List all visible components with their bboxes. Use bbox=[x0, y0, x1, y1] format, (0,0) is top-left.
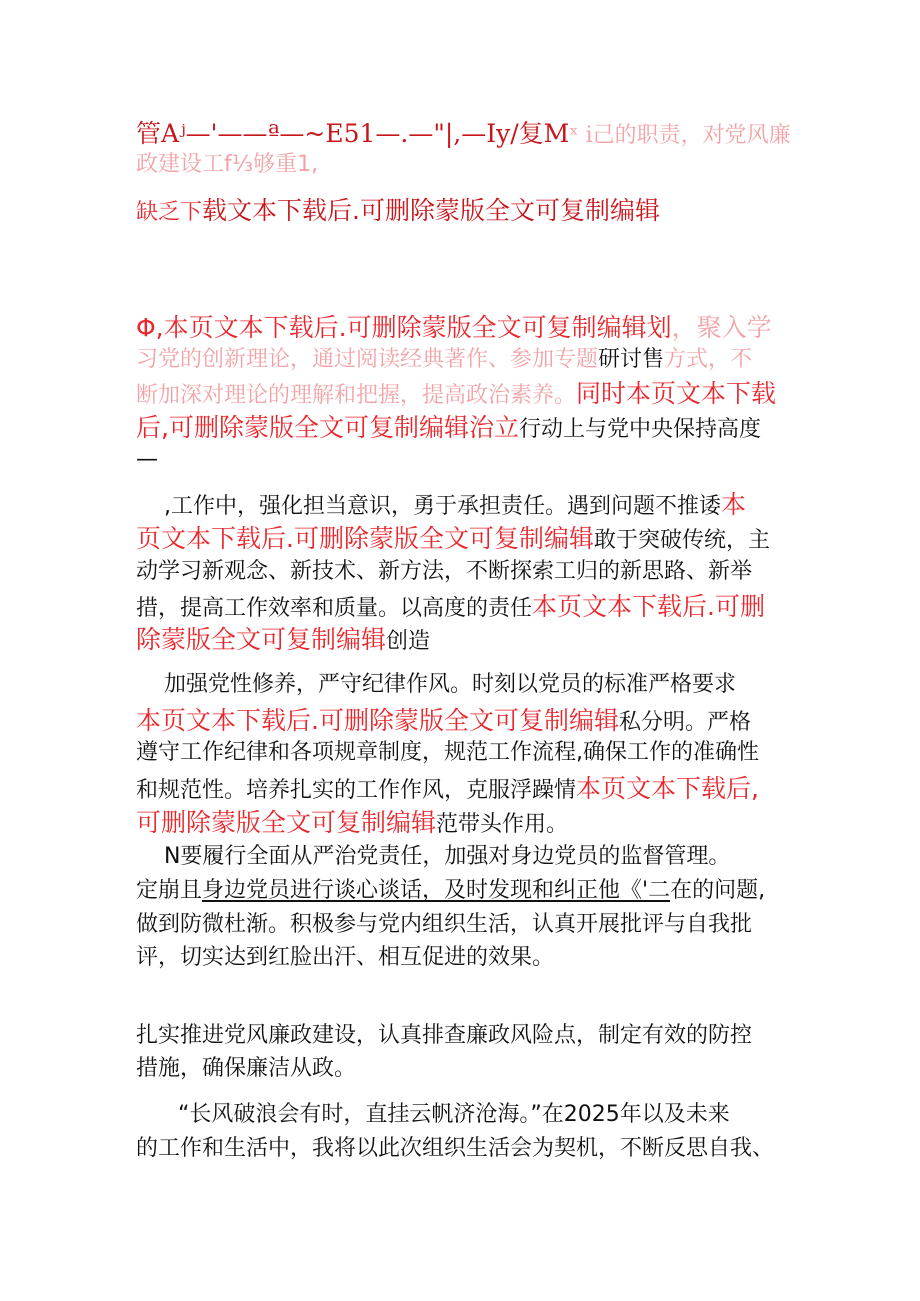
text-line-6 bbox=[136, 377, 776, 411]
line-segment: 页文本下载后.可删除蒙版全文可复制编辑 bbox=[136, 524, 594, 553]
line-segment: ʲ—'——ª—~E51—.—"|,—Iy/复M bbox=[179, 119, 570, 148]
line-segment: 遵守工作纪律和各项规章制度，规范工作流程,确保工作的准确性 bbox=[136, 740, 759, 765]
line-segment: 管A bbox=[136, 119, 180, 148]
text-line-7 bbox=[136, 411, 761, 445]
line-segment: 的工作和生活中，我将以此次组织生活会为契机，不断反思自我、 bbox=[136, 1136, 775, 1161]
text-line-11 bbox=[136, 557, 752, 587]
line-segment: 创造 bbox=[386, 629, 431, 654]
text-line-9 bbox=[136, 488, 746, 522]
line-segment: 除蒙版全文可复制编辑 bbox=[136, 625, 387, 654]
line-segment: 范带头作用。 bbox=[436, 812, 569, 837]
line-segment: 加强党性修养，严守纪律作风。时刻以党员的标准严格要求 bbox=[136, 672, 736, 697]
text-line-17 bbox=[136, 772, 759, 806]
line-segment: 身边党员进行谈心谈话，及时发现和纠正他《'二 bbox=[202, 878, 671, 903]
line-segment: 动学习新观念、新技术、新方法，不断探索工归的新思路、新举 bbox=[136, 559, 753, 584]
text-line-13 bbox=[136, 623, 430, 657]
text-line-18 bbox=[136, 806, 568, 840]
text-line-1 bbox=[136, 117, 791, 153]
line-segment: 断加深对理论的理解和把握，提高政治素养。 bbox=[136, 383, 577, 408]
line-segment: 政建设工f⅓够重1, bbox=[136, 152, 319, 177]
line-segment: 载文本下载后.可删除蒙版全文可复制编辑 bbox=[202, 196, 660, 225]
line-segment: 本 bbox=[720, 490, 746, 519]
line-segment: 私分明。严格 bbox=[618, 710, 751, 735]
line-segment: 本页文本下载后.可删除蒙版全文可复制编辑 bbox=[136, 706, 619, 735]
text-line-19 bbox=[136, 842, 730, 872]
text-line-3 bbox=[136, 194, 660, 230]
line-segment: 同时本页文本下载 bbox=[576, 379, 777, 408]
line-segment: 评，切实达到红脸出汗、相互促进的效果。 bbox=[136, 945, 555, 970]
line-segment: — bbox=[136, 447, 158, 472]
text-line-10 bbox=[136, 522, 770, 556]
text-line-21 bbox=[136, 910, 752, 940]
line-segment: 研讨售 bbox=[598, 347, 665, 372]
line-segment: 做到防微杜渐。积极参与党内组织生活，认真开展批评与自我批 bbox=[136, 912, 753, 937]
line-segment: ,工作中，强化担当意识，勇于承担责任。遇到问题不推诿 bbox=[136, 494, 721, 519]
line-segment: 措，提高工作效率和质量。以高度的责任 bbox=[136, 596, 533, 621]
text-line-8 bbox=[136, 445, 158, 475]
line-segment: 和规范性。培养扎实的工作作风，克服浮躁情 bbox=[136, 778, 577, 803]
text-line-4 bbox=[136, 311, 772, 345]
line-segment: N要履行全面从严治党责任，加强对身边党员的监督管理。 bbox=[136, 844, 731, 869]
line-segment: ，聚入学 bbox=[671, 313, 772, 342]
text-line-16 bbox=[136, 738, 759, 768]
line-segment: “长风破浪会有时，直挂云帆济沧海。”在2025年以及未来 bbox=[136, 1102, 730, 1127]
line-segment: ˣ i己的职责，对党风廉 bbox=[569, 123, 791, 148]
text-line-24 bbox=[136, 1054, 356, 1084]
line-segment: 在的问题, bbox=[670, 878, 766, 903]
line-segment: 本页文本下载后.可删 bbox=[532, 592, 765, 621]
text-line-20 bbox=[136, 876, 765, 906]
line-segment: Φ,本页文本下载后.可删除蒙版全文可复制编辑划 bbox=[136, 313, 672, 342]
text-line-2 bbox=[136, 150, 318, 180]
line-segment: 定崩且 bbox=[136, 878, 203, 903]
text-line-25 bbox=[136, 1100, 730, 1130]
text-line-23 bbox=[136, 1021, 752, 1051]
text-line-5 bbox=[136, 345, 752, 375]
line-segment: 敢于突破传统，主 bbox=[593, 528, 770, 553]
text-line-14 bbox=[136, 670, 736, 700]
text-line-22 bbox=[136, 943, 554, 973]
line-segment: 本页文本下载后, bbox=[576, 774, 759, 803]
line-segment: 措施，确保廉洁从政。 bbox=[136, 1056, 357, 1081]
text-line-12 bbox=[136, 590, 765, 624]
text-line-15 bbox=[136, 704, 751, 738]
line-segment: 后,可删除蒙版全文可复制编辑治立 bbox=[136, 413, 519, 442]
line-segment: 扎实推进党风廉政建设，认真排查廉政风险点，制定有效的防控 bbox=[136, 1023, 753, 1048]
line-segment: 缺乏下 bbox=[136, 200, 203, 225]
line-segment: 可删除蒙版全文可复制编辑 bbox=[136, 808, 437, 837]
line-segment: 方式，不 bbox=[664, 347, 753, 372]
line-segment: 行动上与党中央保持高度 bbox=[518, 417, 761, 442]
line-segment: 习党的创新理论，通过阅读经典著作、参加专题 bbox=[136, 347, 599, 372]
text-line-26 bbox=[136, 1134, 774, 1164]
